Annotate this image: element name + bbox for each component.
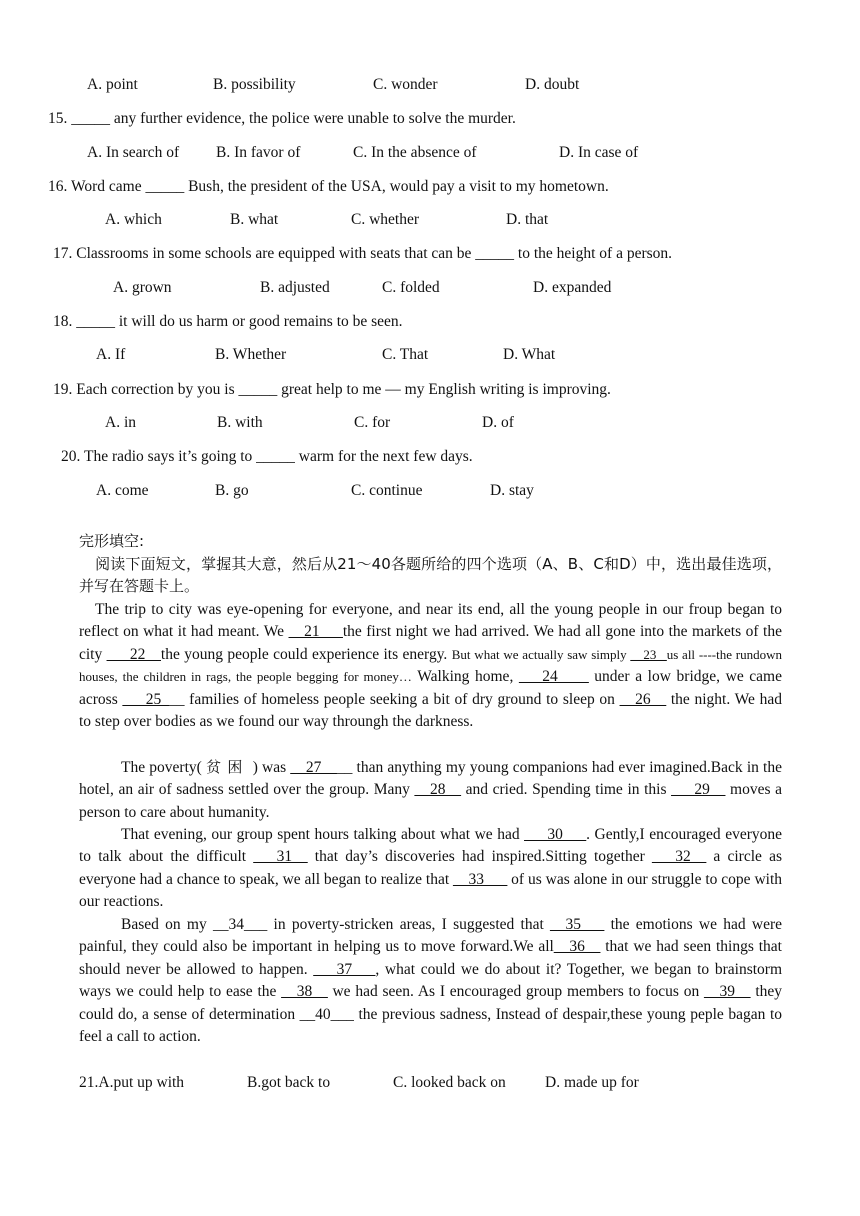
option-d: D. What <box>503 346 556 363</box>
question-stem: 18. _____ it will do us harm or good remains to be seen. <box>53 313 403 330</box>
option-c: C. In the absence of <box>353 144 477 161</box>
option-d: D. stay <box>490 482 534 499</box>
blank-21: __21___ <box>288 623 343 641</box>
blank-30: ___30___ <box>524 826 587 843</box>
section-heading: 完形填空: <box>79 532 145 550</box>
option-c: C. That <box>382 346 429 363</box>
option-c: C. whether <box>351 211 420 228</box>
passage-paragraph-3: That evening, our group spent hours talking about what we had ___30___. Gently,I encouraged everyone to talk about the difficult ___31__ that day’s discoveries had inspired.Sitting together ___32__ a circle as everyone had a chance to speak, we all began to realize that __33___ of us was alone in our struggle to cope with our reactions. <box>79 826 783 911</box>
option-d: D. of <box>482 414 514 431</box>
blank-36: __36__ <box>553 938 601 956</box>
passage-paragraph-1: The trip to city was eye-opening for everyone, and near its end, all the young people in our froup began to reflect on what it had meant. We __21___the first night we had arrived. We had all gone into the markets of the city ___22__the young people could experience its energy. But what we actually saw simply __23 _us all ----the rundown houses, the children in rags, the people begging for money… Walking home, ___24____ under a low bridge, we came across ___25___ families of homeless people seeking a bit of dry ground to sleep on __26__ the night. We had to step over bodies as we found our way throungh the darkness. <box>79 601 783 731</box>
option-c: C. folded <box>382 279 440 296</box>
blank-35: __35___ <box>550 916 605 933</box>
blank-24: ___24____ <box>518 668 589 686</box>
blank-28: __28__ <box>414 781 461 799</box>
option-d: D. expanded <box>533 279 612 296</box>
blank-29: ___29__ <box>671 781 726 799</box>
option-b: B. adjusted <box>260 279 330 296</box>
option-b: B. Whether <box>215 346 287 363</box>
question-stem: 17. Classrooms in some schools are equipped with seats that can be _____ to the height of a person. <box>53 245 673 262</box>
blank-39: __39__ <box>704 983 751 1001</box>
option-b: B. go <box>215 482 249 499</box>
blank-33: __33___ <box>453 870 508 888</box>
passage-paragraph-4: Based on my __34___ in poverty-stricken areas, I suggested that __35___ the emotions we had were painful, they could also be important in helping us to move forward.We all__36__ that we had seen things that should never be allowed to happen. ___37___, what could we do about it? Together, we began to brainstorm ways we could help to ease the __38__ we had seen. As I encouraged group members to focus on __39__ they could do, a sense of determination __40___ the previous sadness, Instead of despair,these young peple bagan to feel a call to action. <box>79 916 782 1046</box>
blank-27: __27__ <box>290 759 337 776</box>
option-b: B. with <box>217 414 263 431</box>
option-a: A. come <box>96 482 149 499</box>
option-a: A. in <box>105 414 136 431</box>
option-d: D. that <box>506 211 549 228</box>
section-instruction: 阅读下面短文，掌握其大意，然后从21～40各题所给的四个选项（A、B、C和D）中，选出最佳选项，并写在答题卡上。 <box>79 555 782 596</box>
blank-37: ___37___ <box>313 960 376 978</box>
option-b: B. possibility <box>213 76 296 93</box>
blank-32: ___32__ <box>651 848 707 866</box>
option-a: A. point <box>87 76 138 93</box>
blank-22: ___22__ <box>106 645 161 663</box>
blank-23: __23 _ <box>630 646 667 662</box>
blank-31: ___31__ <box>253 848 308 866</box>
option-c: C. for <box>354 414 391 431</box>
option-a: A. If <box>96 346 126 363</box>
blank-26: __26__ <box>619 690 667 708</box>
option-c: C. looked back on <box>393 1074 506 1091</box>
question-stem: 16. Word came _____ Bush, the president of the USA, would pay a visit to my hometown. <box>48 178 609 195</box>
option-a: A. In search of <box>87 144 180 161</box>
option-d: D. In case of <box>559 144 639 161</box>
option-b: B. what <box>230 211 279 228</box>
option-b: B.got back to <box>247 1074 331 1091</box>
blank-25: ___25_ <box>122 690 169 708</box>
option-d: D. made up for <box>545 1074 639 1091</box>
option-a: A. which <box>105 211 162 228</box>
option-a: 21.A.put up with <box>79 1074 185 1091</box>
question-stem: 20. The radio says it’s going to _____ warm for the next few days. <box>61 448 473 465</box>
option-c: C. continue <box>351 482 423 499</box>
option-c: C. wonder <box>373 76 438 93</box>
blank-38: __38__ <box>281 983 328 1001</box>
option-a: A. grown <box>113 279 172 296</box>
option-d: D. doubt <box>525 76 580 93</box>
passage-paragraph-2: The poverty( 贫困 ) was __27____ than anything my young companions had ever imagined.Back in the hotel, an air of sadness settled over the group. Many __28__ and cried. Spending time in this ___29__ moves a person to care about humanity. <box>79 758 782 821</box>
question-stem: 15. _____ any further evidence, the police were unable to solve the murder. <box>48 110 516 127</box>
question-stem: 19. Each correction by you is _____ great help to me — my English writing is improving. <box>53 381 611 398</box>
option-b: B. In favor of <box>216 144 301 161</box>
